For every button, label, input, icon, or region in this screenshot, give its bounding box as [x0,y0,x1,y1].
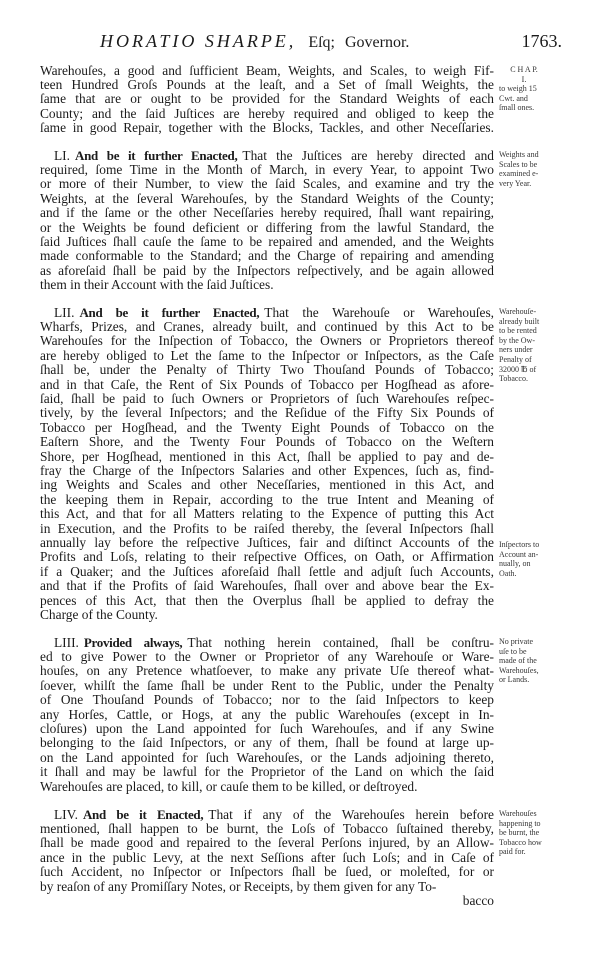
margin-note-line: happening to [499,818,541,828]
text-line: ſaid, ſhall be paid to ſuch Owners or Proprietors of ſuch Warehouſes reſpec- [40,390,494,406]
margin-note-line: Warehouſe- [499,307,537,316]
margin-note-line: examined e- [499,169,539,179]
text-line: cloſures) upon the Land appointed for ſuch Warehouſes, and if any Swine [40,720,494,736]
text-line: belonging to the ſaid Inſpectors, or any of them, ſhall be found at large up- [40,735,494,751]
margin-note-line: by the Ow- [499,335,535,345]
line-text: That nothing herein contained, ſhall be conſtru- [187,634,495,650]
text-line: any Horſes, Cattle, or Hogs, at any the public Warehouſes (except in In- [40,706,494,722]
margin-note-line: Weights and [499,150,539,159]
margin-note-line: Cwt. and [499,93,528,103]
margin-note [499,307,563,384]
text-line: Charge of the County. [40,606,158,622]
section-number: LIV. [54,806,78,822]
text-line [40,148,494,163]
margin-note-line: C H A P. [510,65,538,74]
text-line: ſame that are or ought to be provided for the Standard Weights of each [40,91,494,107]
margin-note-line: uſe to be [499,646,527,656]
running-head-title: Governor. [344,34,410,51]
text-line: on the Land appointed for ſuch Warehouſes, or the Lands adjoining thereto, [40,749,494,765]
section-number: LIII. [54,634,79,650]
text-line: of One Thouſand Pounds of Tobacco; nor to the ſaid Inſpectors to keep [40,692,494,708]
margin-note-line: I. [521,74,527,84]
text-line: tively, by the ſeveral Inſpectors; and the Reſidue of the Fifty Six Pounds of [40,405,494,421]
text-line: the keeping them in Repair, according to the true Intent and Meaning of [40,491,494,507]
text-line: required, ſome Time in the Month of March, in every Year, to appoint Two [40,161,494,177]
running-head-name: HORATIO SHARPE, [100,31,297,51]
margin-note-line: Penalty of [499,354,532,364]
section-number: LI. [54,147,70,163]
page-year: 1763. [521,31,562,51]
text-line: ſuch Accident, no Inſpector or Inſpectors ſhall be ſued, or moleſted, for or [40,864,494,880]
text-line: Warehouſes, a good and ſufficient Beam, Weights, and Scales, to weigh Fif- [40,62,494,78]
margin-note-line: Warehouſes [499,809,537,818]
margin-note-line: Oath. [499,568,517,578]
enacting-clause: And be it further Enacted, [79,304,260,320]
margin-note-line: already built [499,316,540,326]
margin-note-line: ners under [499,345,533,355]
text-line: in Execution, and the Profits to be raiſed thereby, the ſeveral Inſpectors ſhall [40,520,494,536]
text-line: Eaſtern Shore, and the Twenty Four Pounds of Tobacco on the Weſtern [40,434,494,450]
text-line: if a Quaker; and the Juſtices aforeſaid ſhall ſettle and adjuſt ſuch Accounts, [40,563,494,579]
enacting-clause: And be it further Enacted, [75,147,238,163]
text-line: ſhall be made good and repaired to the ſeveral Perſons injured, by an Allow- [40,835,494,851]
margin-note-line: made of the [499,656,537,666]
text-line: houſes, on any Pretence whatſoever, to make any private Uſe thereof what- [40,663,494,679]
margin-note-line: Tobacco. [499,374,528,384]
text-line: or the Weights be found deficient or differing from the lawful Standard, the [40,219,494,235]
enacting-clause: Provided always, [83,634,183,650]
line-text: That if any of the Warehouſes herein before [208,806,494,822]
text-line: annually lay before the reſpective Juſtices, fair and diſtinct Accounts of the [40,534,494,550]
running-head-esq: Eſq; [308,34,335,51]
margin-note-line: 32000 ℔ of [499,364,537,374]
section-number: LII. [54,304,75,320]
text-line: ance in the public Levy, at the next Seſſions after ſuch Loſs; and in Caſe of [40,849,494,865]
margin-note-line: Tobacco how [499,837,542,847]
text-line: ſhall be, under the Penalty of Thirty Two Thouſand Pounds of Tobacco; [40,362,494,378]
text-line: Tobacco per Hogſhead, and the Twenty Eight Pounds of Tobacco on the [40,419,494,435]
text-line: pences of this Act, that then the Overplus ſhall be applied to defray the [40,592,494,608]
margin-note-line: or Lands. [499,675,530,685]
line-text: That the Warehouſe or Warehouſes, [264,304,495,320]
margin-note-line: very Year. [499,178,532,188]
text-line: it ſhall and may be lawful for the Proprietor of the Land on which the ſaid [40,764,494,780]
margin-note-line: to be rented [499,326,537,336]
text-line: and that if the Profits of ſaid Warehouſes, ſhall over and above bear the Ex- [40,578,494,594]
margin-note-line: ſmall ones. [499,103,535,113]
text-line: by reaſon of any Promiſſary Notes, or Receipts, by them given for any To- [40,878,437,894]
margin-note [499,150,563,188]
text-line: as aforeſaid ſhall be paid by the Inſpectors reſpectively, and be again allowed [40,262,494,278]
margin-note-line: Warehouſes, [499,665,539,675]
text-line: County; and the ſaid Juſtices are hereby required and obliged to keep the [40,105,494,121]
text-line: fray the Charge of the Inſpectors Salaries and other Expences, ſuch as, find- [40,462,494,478]
text-line: teen Hundred Groſs Pounds at the leaſt, and a Set of ſmall Weights, the [40,76,494,92]
margin-note [499,540,563,578]
text-line: ing Weights and Scales and other Neceſſaries, mentioned in this Act, and [40,477,494,493]
text-line: made conformable to the Standard; and the Charge of repairing and amending [40,248,494,264]
text-line: ſaid Juſtices ſhall cauſe the ſame to be repaired and amended, and the Weights [40,233,494,249]
text-line: Warehouſes are placed, to kill, or cauſe them to be killed, or deſtroyed. [40,778,418,794]
text-line: this Act, and that for all Matters relating to the Expence of putting this Act [40,506,494,522]
margin-note-line: be burnt, the [499,828,540,838]
text-line: them in their Account with the ſaid Juſtices. [40,277,274,293]
running-head [100,30,409,52]
text-line: or more of their Number, to view the ſaid Scales, and examine and try the [40,176,494,192]
text-line: ſoever, whilſt the ſame ſhall be under Rent to the Public, under the Penalty [40,677,494,693]
margin-note-line: paid for. [499,847,526,857]
margin-note-line: Account an- [499,549,539,559]
margin-note-line: Inſpectors to [499,540,540,549]
text-line: ſame in good Repair, together with the Blocks, Tackles, and other Neceſſaries. [40,120,494,136]
text-line: and in that Caſe, the Rent of Six Pounds of Tobacco per Hogſhead as afore- [40,376,494,392]
text-line: mentioned, ſhall happen to be burnt, the Loſs of Tobacco ſuſtained thereby, [40,820,494,836]
margin-note-line: to weigh 15 [499,84,537,94]
margin-note [499,809,563,857]
text-line: Shore, per Hogſhead, mentioned in this Act, ſhall be applied to pay and de- [40,448,494,464]
text-line [40,635,494,650]
line-text: That the Juſtices are hereby directed and [242,147,494,163]
text-line: and if the ſame or the other Neceſſaries hereby required, ſhall want repairing, [40,205,494,221]
text-line: Profits and Loſs, relating to their reſpective Offices, on Oath, or Affirmation [40,549,494,565]
text-line [40,305,494,320]
text-line: ed to give Power to the Owner or Proprietor of any Warehouſe or Ware- [40,648,494,664]
text-line: Wharfs, Prizes, and Cranes, already built, and continued by this Act to be [40,318,494,334]
margin-note-line: nually, on [499,559,531,569]
catchword: bacco [462,893,494,908]
margin-note-line: No private [499,637,533,646]
margin-note-line: Scales to be [499,159,538,169]
margin-note [499,65,563,113]
text-line [40,807,494,822]
margin-note [499,637,563,685]
enacting-clause: And be it Enacted, [82,806,204,822]
text-line: are hereby obliged to Let the ſame to the Inſpector or Inſpectors, as the Caſe [40,347,494,363]
text-line: Weights, at the ſeveral Warehouſes, by the Standard Weights of the County; [40,190,494,206]
text-line: Warehouſes for the Inſpection of Tobacco, the Owners or Proprietors thereof [40,333,494,349]
